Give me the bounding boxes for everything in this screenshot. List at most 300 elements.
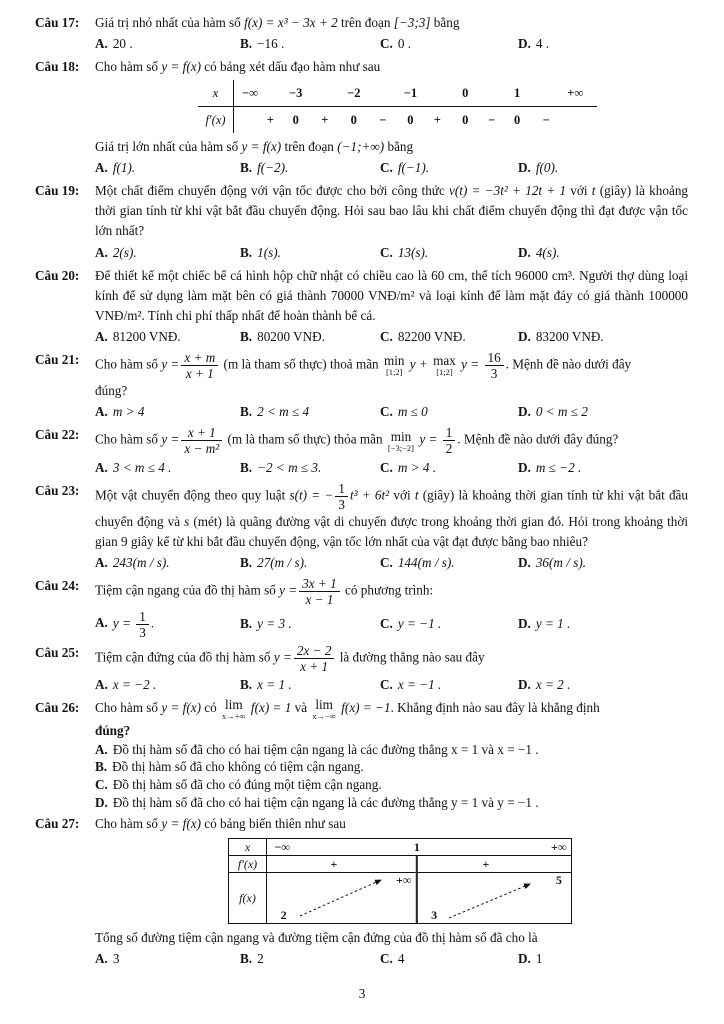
fraction [299,576,340,607]
operator-subscript: x→+∞ [222,711,246,722]
fraction [181,350,218,381]
x-value: +∞ [551,839,567,854]
fraction-numerator: 2x − 2 [294,643,335,659]
option-text: x = 1 . [257,677,292,693]
question-24-label: Câu 24: [35,578,80,594]
text-segment: Giá trị lớn nhất của hàm số [95,139,242,155]
fraction [294,643,335,674]
question-23-options [95,553,688,573]
operator-name: lim [315,697,333,713]
option-letter: C. [380,36,393,52]
option-text: 0 < m ≤ 2 [535,404,588,420]
fraction-numerator: 1 [335,481,348,497]
option-text: 1(s). [257,244,281,260]
question-24-options [95,609,688,640]
option-letter: D. [518,950,531,966]
question-22-text [95,425,688,456]
double-bar [416,873,418,923]
text-segment: Một vật chuyển động theo quy luật [95,487,290,503]
question-22 [35,425,688,477]
option-text: −16 . [257,36,285,52]
option-letter: C. [380,616,393,632]
text-segment: có bảng biến thiên như sau [200,816,346,832]
question-18-text [95,57,688,77]
question-19-label: Câu 19: [35,183,80,199]
variation-arrows [267,873,571,923]
operator-name: min [383,353,405,369]
fraction-numerator: 3x + 1 [299,576,340,592]
question-20 [35,266,688,347]
x-value: −3 [289,85,303,100]
fraction-denominator: x − 1 [305,592,334,608]
fprime-row-label: f′(x) [229,856,267,872]
question-25 [35,643,688,695]
sign-value: + [482,856,490,871]
text-segment: có [200,700,221,716]
option-b [240,402,380,422]
question-18-subtext [95,137,688,157]
question-23-label: Câu 23: [35,482,80,498]
option-letter: C. [380,160,393,176]
limit-operator [222,698,246,720]
math-segment: y = [416,431,441,447]
text-segment: và [291,700,311,716]
option-text: m > 4 . [397,459,437,475]
option-text: Đồ thị hàm số đã cho có đúng một tiệm cận ngang. [112,777,382,793]
option-b [95,758,688,776]
fraction-numerator: 1 [443,425,456,441]
option-letter: B. [240,36,253,52]
math-segment: f(x) = x³ − 3x + 2 [244,15,338,30]
option-text: 13(s). [397,244,429,260]
sign-value: + [330,856,338,871]
option-letter: C. [380,244,393,260]
fraction-denominator: 2 [445,441,453,457]
math-segment: y = [457,356,483,372]
option-text: 36(m / s). [535,555,587,571]
text-segment: có bảng xét dấu đạo hàm như sau [200,59,381,75]
option-text: x = −1 . [397,677,442,693]
option-text: . [150,615,155,631]
question-18 [35,57,688,178]
fprime-row-values [267,856,571,872]
sign-value: 0 [350,112,357,127]
option-text: 80200 VNĐ. [257,328,325,344]
math-segment: s [184,514,190,530]
option-letter: C. [95,777,108,793]
option-letter: D. [95,794,108,810]
option-letter: B. [240,404,253,420]
math-segment: v(t) = −3t² + 12t + 1 [449,183,567,199]
question-21-options [95,402,688,422]
option-letter: D. [518,459,531,475]
option-text: f(1). [112,160,136,176]
math-segment: [−3;3] [393,15,431,30]
question-19 [35,181,688,262]
math-segment: f(x) = −1 [337,700,391,716]
option-d [518,675,688,695]
fraction-numerator: 16 [485,350,504,366]
question-23-text [95,481,688,552]
sign-value: 0 [292,112,299,127]
f-row-label: f(x) [229,873,267,923]
option-letter: D. [518,677,531,693]
variation-table-x-row [229,839,571,856]
option-a [95,609,240,640]
option-letter: A. [95,404,108,420]
question-21-label: Câu 21: [35,351,80,367]
math-segment: s(t) = − [289,487,334,503]
text-segment: Một chất điểm chuyển động với vận tốc được cho bởi công thức [95,183,450,199]
sign-value: 0 [407,112,414,127]
min-operator [384,354,405,376]
text-segment: (m là tham số thực) thoả mãn [220,356,382,372]
sign-value: − [488,112,496,127]
sign-table-fprime-row [198,107,597,133]
option-c [380,458,518,478]
option-letter: D. [518,555,531,571]
sign-table-fprime-values [234,107,597,133]
text-segment: (giây) là khoảng thời gian tính từ khi vật bắt đầu chuyển động. Hỏi sau bao lâu khi chất điểm chuyển động thì đạt được vận tốc lớn nhất? [95,183,689,239]
option-a [95,675,240,695]
math-segment: y = [161,431,180,447]
option-a [95,243,240,263]
option-b [240,949,380,969]
operator-name: lim [225,697,243,713]
min-operator [388,430,414,452]
x-value: 1 [514,85,521,100]
f-row-values [267,873,571,923]
question-26 [35,698,688,811]
x-value: −2 [347,85,361,100]
option-text: 27(m / s). [257,555,308,571]
option-text: y = 1 . [535,616,571,632]
option-b [240,614,380,634]
x-value: 0 [462,85,469,100]
f-value: +∞ [395,872,412,887]
option-a [95,949,240,969]
math-segment: t [591,183,596,199]
text-segment: Cho hàm số [95,816,162,832]
option-letter: C. [380,404,393,420]
option-text: x = 2 . [535,677,571,693]
sign-table-x-row [198,80,597,107]
question-25-options [95,675,688,695]
question-21-text-cont: đúng? [95,383,128,399]
option-text: m > 4 [112,404,145,420]
max-operator [433,354,456,376]
x-row-values [267,839,571,855]
option-text: 2(s). [112,244,137,260]
sign-value: + [321,112,329,127]
text-segment: bằng [430,15,460,30]
question-17 [35,13,688,54]
option-letter: D. [518,160,531,176]
fraction-numerator: x + m [181,350,218,366]
sign-value: + [433,112,441,127]
option-text: 20 . [112,36,133,52]
fraction-denominator: 3 [139,624,146,640]
option-letter: C. [380,677,393,693]
math-segment: t [414,487,419,503]
option-letter: A. [95,677,108,693]
option-text: 3 [112,950,120,966]
f-value: 3 [431,907,438,922]
text-segment: bằng [384,139,414,155]
option-c [95,776,688,794]
math-segment: y = f(x) [161,816,201,832]
option-c [380,553,518,573]
text-segment: (mét) là quãng đường vật di chuyển được trong khoảng thời gian đó. Hỏi trong khoảng thời gian 9 giây kể từ khi bắt đầu chuyển động, vận tốc lớn nhất của vật đạt được bằng bao nhiêu? [95,514,688,550]
option-text: Đồ thị hàm số đã cho có hai tiệm cận ngang là các đường thẳng y = 1 và y = −1 . [112,794,539,810]
double-bar [416,856,418,873]
question-17-text [95,13,688,33]
math-segment: y + [406,356,432,372]
text-segment: . Mệnh đề nào dưới đây [505,356,632,372]
question-20-label: Câu 20: [35,267,80,283]
question-21-text [95,350,688,381]
sign-table-fprime-label: f′(x) [198,107,234,133]
option-letter: C. [380,328,393,344]
math-segment: y = f(x) [161,700,201,716]
question-19-options [95,243,688,263]
option-c [380,243,518,263]
option-b [240,553,380,573]
operator-subscript: [−3;−2] [387,442,415,453]
option-letter: A. [95,36,108,52]
operator-subscript: [1;2] [436,367,453,378]
variation-table-f-row [229,873,571,923]
question-25-label: Câu 25: [35,644,80,660]
question-22-options [95,458,688,478]
option-a [95,458,240,478]
option-letter: D. [518,244,531,260]
option-text: 0 . [397,36,412,52]
option-text: 4(s). [535,244,560,260]
fraction-numerator: 1 [136,609,149,625]
f-value: 2 [280,907,287,922]
option-b [240,675,380,695]
option-letter: A. [95,615,108,631]
operator-name: max [433,353,456,369]
option-c [380,34,518,54]
option-d [518,614,688,634]
option-a [95,741,688,759]
question-26-text-cont: đúng? [95,722,131,738]
option-text: f(−2). [257,160,289,176]
text-segment: Cho hàm số [95,59,162,75]
text-segment: Để thiết kế một chiếc bể cá hình hộp chữ nhật có chiều cao là 60 cm, thể tích 96000 cm³. Người thợ dùng loại kính để sử dụng làm mặt bên có giá thành 70000 VNĐ/m² và loại kính để làm mặt đáy có giá thành 100000 VNĐ/m². Tính chi phí thấp nhất để hoàn thành bể cá. [95,267,688,323]
fraction [443,425,456,456]
text-segment: . Mệnh đề nào dưới đây đúng? [457,431,619,447]
option-letter: B. [240,459,253,475]
option-d [518,553,688,573]
question-20-text [95,266,688,326]
option-text: 2 < m ≤ 4 [257,404,310,420]
text-segment: trên đoạn [337,15,394,30]
option-letter: B. [240,616,253,632]
fraction-denominator: x − m² [184,441,220,457]
question-20-options [95,327,688,347]
variation-table [228,838,572,924]
sign-value: − [379,112,387,127]
option-text: y = −1 . [397,616,442,632]
option-letter: B. [240,677,253,693]
fraction-denominator: x + 1 [185,365,214,381]
option-text: −2 < m ≤ 3. [257,459,322,475]
option-letter: C. [380,555,393,571]
question-26-label: Câu 26: [35,700,80,716]
option-text: y = [112,615,135,631]
option-letter: A. [95,160,108,176]
operator-subscript: [1;2] [385,367,403,378]
text-segment: Tiệm cận đứng của đồ thị hàm số [95,649,274,665]
option-b [240,458,380,478]
question-19-text [95,181,688,241]
question-18-options [95,158,688,178]
option-text: 144(m / s). [397,555,455,571]
sign-value: + [266,112,274,127]
math-segment: f(x) = 1 [247,700,292,716]
option-c [380,614,518,634]
option-text: 243(m / s). [112,555,170,571]
text-segment: Giá trị nhỏ nhất của hàm số [95,15,245,30]
question-24-text [95,576,688,607]
variation-table-fprime-row [229,856,571,873]
option-letter: B. [95,759,108,775]
question-24 [35,576,688,640]
option-text: 4 . [535,36,550,52]
option-text: 83200 VNĐ. [535,328,604,344]
option-letter: A. [95,555,108,571]
x-value: −1 [403,85,418,100]
limit-operator [312,698,336,720]
question-27 [35,814,688,968]
math-segment: y = [279,582,298,598]
option-letter: D. [518,404,531,420]
x-row-label: x [229,839,267,855]
math-segment: y = [161,356,180,372]
f-value: 5 [555,872,562,887]
text-segment: Cho hàm số [95,356,162,372]
sign-table-x-label: x [198,80,234,106]
option-d [518,158,688,178]
question-26-options [95,741,688,812]
option-text: 3 < m ≤ 4 . [112,459,172,475]
question-25-text [95,643,688,674]
x-value: −∞ [274,839,290,854]
option-text: 82200 VNĐ. [397,328,466,344]
option-letter: C. [380,459,393,475]
question-21 [35,350,688,422]
option-b [240,327,380,347]
fraction [485,350,504,381]
option-b [240,243,380,263]
x-value: −∞ [241,85,258,100]
option-letter: A. [95,244,108,260]
option-letter: B. [240,950,253,966]
math-segment: y = f(x) [161,59,201,75]
option-text: f(−1). [397,160,430,176]
sign-value: 0 [462,112,469,127]
option-letter: B. [240,160,253,176]
option-a [95,327,240,347]
text-segment: (m là tham số thực) thỏa mãn [224,431,386,447]
option-d [518,327,688,347]
option-d [95,794,688,812]
option-letter: B. [240,244,253,260]
question-17-label: Câu 17: [35,15,80,30]
sign-table-x-values [234,80,597,106]
operator-name: min [390,428,412,444]
fraction [136,609,149,640]
option-letter: A. [95,328,108,344]
option-letter: C. [380,950,393,966]
option-b [240,34,380,54]
math-segment: t³ + 6t² [349,487,390,503]
text-segment: là đường thẳng nào sau đây [336,649,485,665]
option-text: 81200 VNĐ. [112,328,181,344]
option-c [380,158,518,178]
option-c [380,327,518,347]
option-d [518,458,688,478]
option-letter: B. [240,328,253,344]
option-text: x = −2 . [112,677,157,693]
option-d [518,34,688,54]
math-segment: y = f(x) [241,139,282,155]
x-value: +∞ [567,85,584,100]
text-segment: trên đoạn [281,139,338,155]
option-d [518,402,688,422]
fraction [335,481,348,512]
text-segment: Cho hàm số [95,700,162,716]
fraction-denominator: x + 1 [300,659,329,675]
question-17-options [95,34,688,54]
option-text: f(0). [535,160,559,176]
text-segment: với [389,487,415,503]
option-text: 1 [535,950,543,966]
text-segment: Tiệm cận ngang của đồ thị hàm số [95,582,280,598]
fraction [181,425,222,456]
option-a [95,158,240,178]
option-letter: D. [518,36,531,52]
text-segment: (giây) là khoảng thời gian tính từ khi vật bắt đầu chuyển động và [95,487,689,530]
option-letter: A. [95,950,108,966]
option-text: m ≤ 0 [397,404,428,420]
option-text: 2 [257,950,264,966]
math-segment: y = [273,649,292,665]
fraction-denominator: 3 [490,365,498,381]
option-text: 4 [397,950,405,966]
question-27-label: Câu 27: [35,816,80,832]
sign-table [198,80,597,133]
math-segment: (−1;+∞) [337,139,385,155]
fraction-denominator: 3 [338,496,345,512]
option-d [518,949,688,969]
text-segment: với [566,183,592,199]
option-a [95,553,240,573]
option-text: Đồ thị hàm số đã cho không có tiệm cận ngang. [112,759,364,775]
operator-subscript: x→−∞ [312,711,336,722]
option-letter: D. [518,616,531,632]
question-27-subtext: Tổng số đường tiệm cận ngang và đường tiệm cận đứng của đồ thị hàm số đã cho là [95,929,538,945]
question-27-options [95,949,688,969]
page-number: 3 [358,985,366,1001]
option-text: Đồ thị hàm số đã cho có hai tiệm cận ngang là các đường thẳng x = 1 và x = −1 . [112,741,539,757]
question-27-text [95,814,688,834]
sign-value: − [542,112,550,127]
option-letter: A. [95,741,108,757]
